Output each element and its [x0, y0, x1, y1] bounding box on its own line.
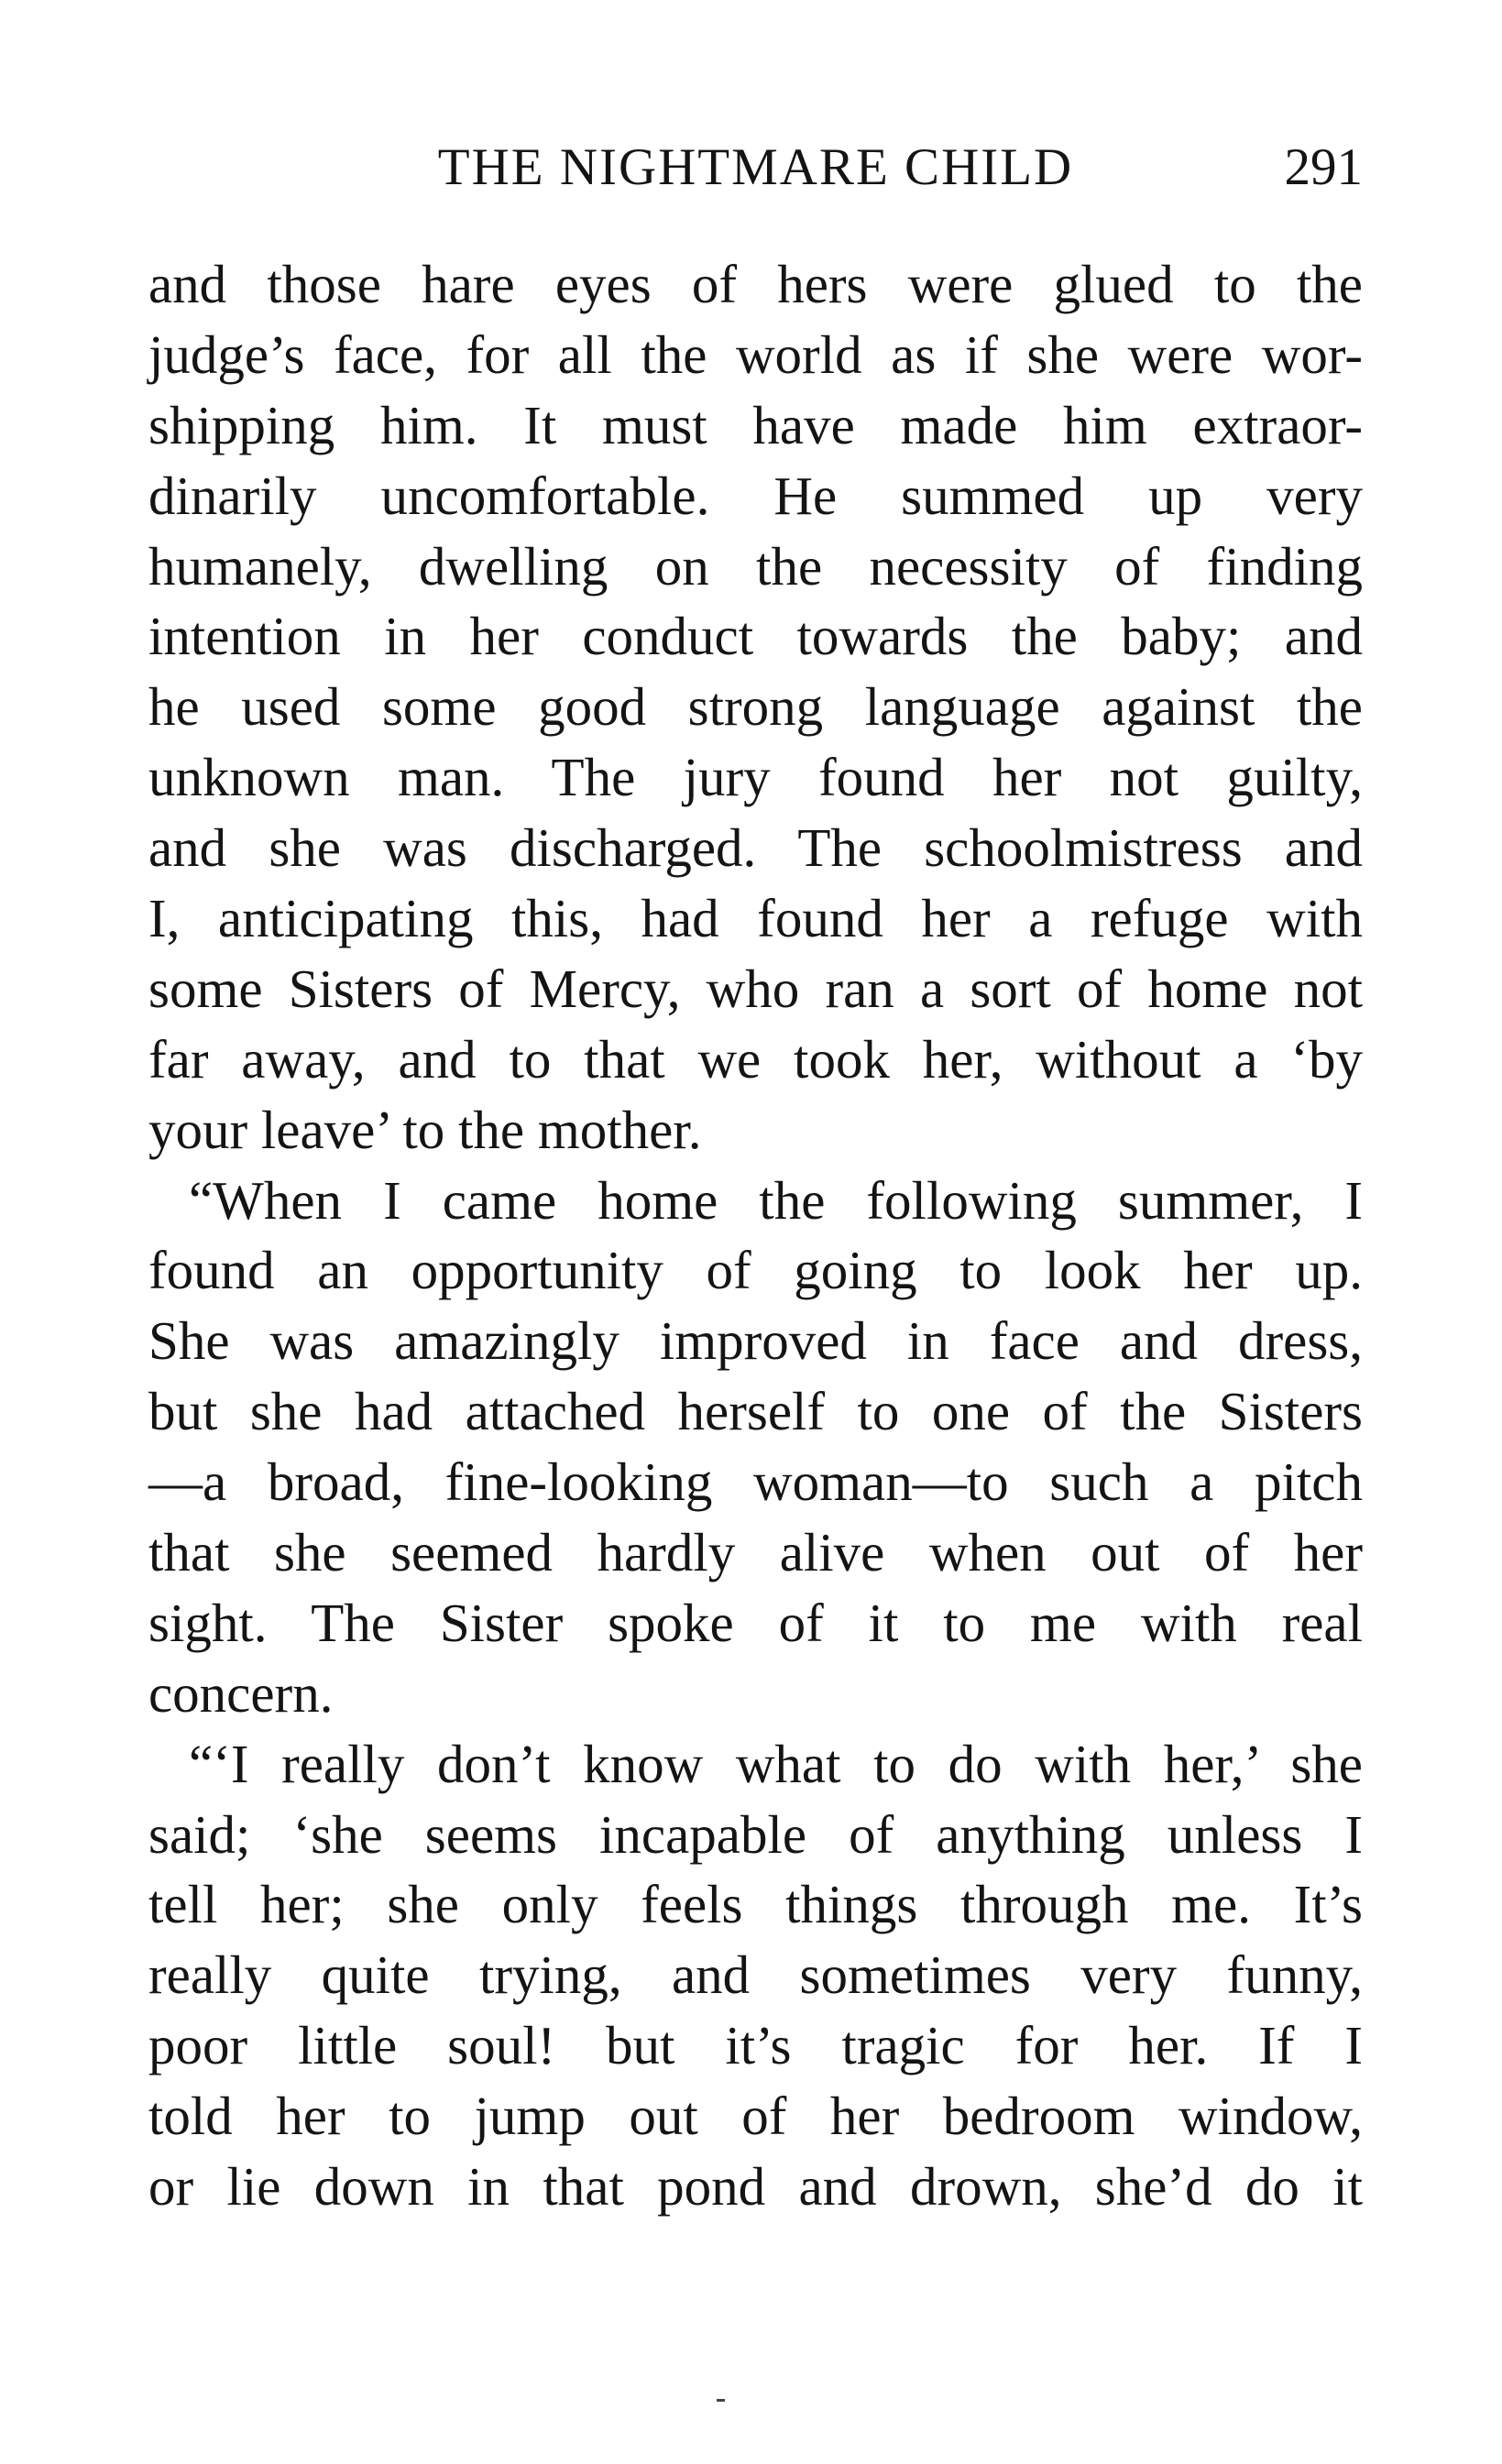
text-line: shipping him. It must have made him extraor- [148, 394, 1363, 455]
text-line: but she had attached herself to one of the Sisters [148, 1381, 1363, 1442]
text-line: that she seemed hardly alive when out of her [148, 1522, 1363, 1583]
printer-mark [717, 2399, 725, 2402]
text-line: unknown man. The jury found her not guilty, [148, 747, 1363, 808]
text-line: —a broad, fine-looking woman—to such a pitch [148, 1451, 1363, 1513]
text-line: or lie down in that pond and drown, she’d do it [148, 2156, 1363, 2218]
text-line: sight. The Sister spoke of it to me with real [148, 1592, 1363, 1653]
text-line: “When I came home the following summer, I [189, 1169, 1363, 1231]
text-line: and she was discharged. The schoolmistress and [148, 817, 1363, 879]
text-line: “‘I really don’t know what to do with her,’ she [189, 1733, 1363, 1794]
text-line: your leave’ to the mother. [148, 1099, 702, 1160]
text-line: tell her; she only feels things through me. It’s [148, 1874, 1363, 1935]
text-line: really quite trying, and sometimes very funny, [148, 1944, 1363, 2006]
text-line: some Sisters of Mercy, who ran a sort of home not [148, 958, 1363, 1019]
text-line: said; ‘she seems incapable of anything unless I [148, 1803, 1363, 1865]
page-number: 291 [1284, 138, 1363, 196]
body-text [148, 249, 1363, 2222]
text-line: and those hare eyes of hers were glued to the [148, 254, 1363, 314]
text-line: humanely, dwelling on the necessity of finding [148, 535, 1363, 597]
text-line: intention in her conduct towards the baby; and [148, 606, 1363, 667]
text-line: concern. [148, 1662, 334, 1724]
text-line: far away, and to that we took her, without a ‘by [148, 1028, 1363, 1090]
running-head [148, 136, 1363, 200]
running-title: THE NIGHTMARE CHILD [437, 138, 1074, 196]
text-line: judge’s face, for all the world as if she were wor- [148, 323, 1363, 385]
text-line: dinarily uncomfortable. He summed up very [148, 465, 1363, 526]
text-line: I, anticipating this, had found her a refuge with [148, 888, 1363, 949]
text-line: poor little soul! but it’s tragic for her. If I [148, 2015, 1363, 2076]
text-line: he used some good strong language against the [148, 676, 1363, 738]
text-line: found an opportunity of going to look her up. [148, 1240, 1363, 1301]
text-line: told her to jump out of her bedroom window, [148, 2086, 1363, 2147]
text-line: She was amazingly improved in face and dress, [148, 1310, 1363, 1372]
